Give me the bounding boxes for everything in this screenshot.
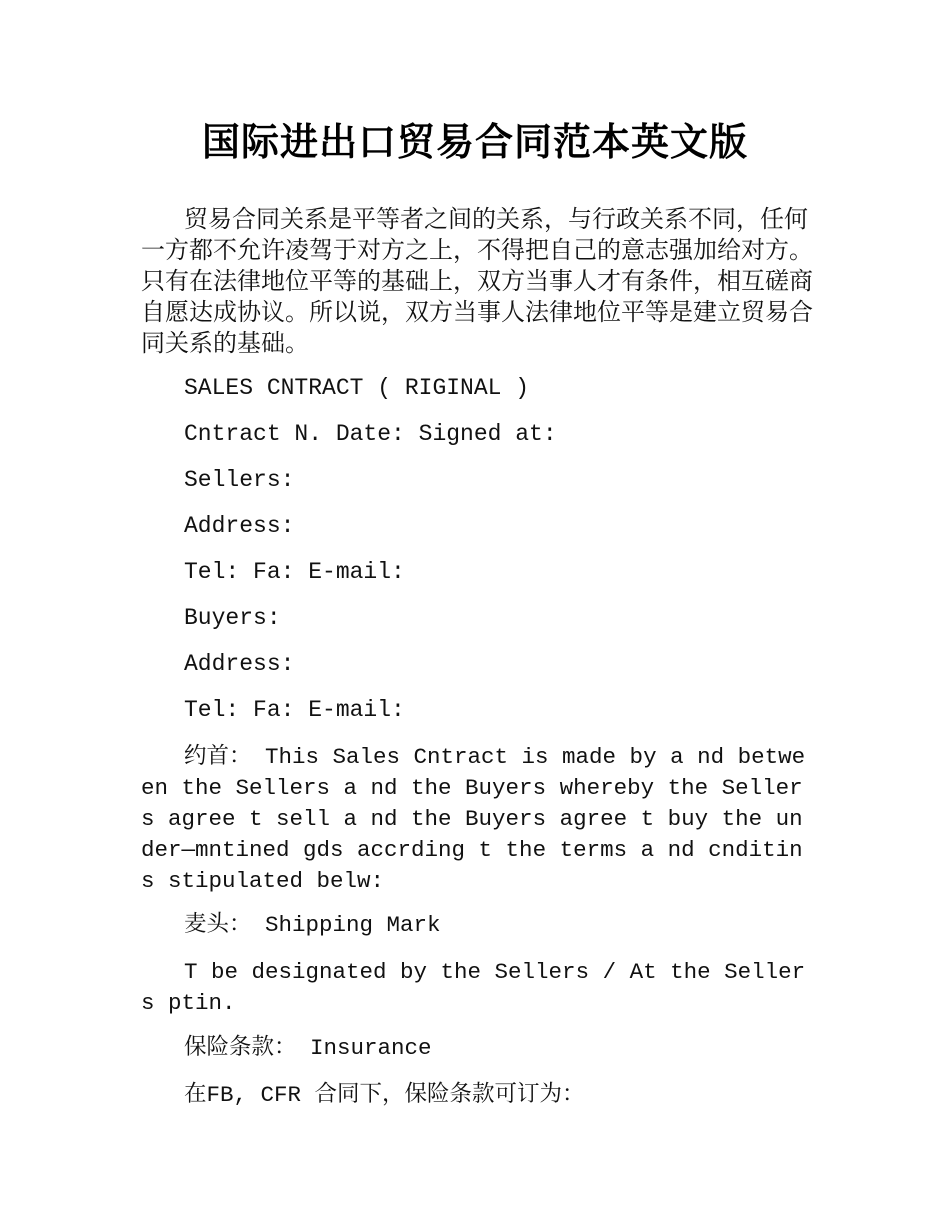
sellers-contact-line: Tel: Fa: E-mail: — [184, 559, 405, 585]
contract-number-line: Cntract N. Date: Signed at: — [184, 421, 557, 447]
insurance-heading: 保险条款： Insurance — [184, 1035, 432, 1061]
document-title: 国际进出口贸易合同范本英文版 — [201, 120, 748, 164]
buyers-address-label: Address: — [184, 651, 295, 677]
intro-paragraph: 贸易合同关系是平等者之间的关系，与行政关系不同，任何一方都不允许凌驾于对方之上，不得把自己的意志强加给对方。只有在法律地位平等的基础上，双方当事人才有条件，相互磋商自愿达成协议。所以说，双方当事人法律地位平等是建立贸易合同关系的基础。 — [141, 205, 813, 357]
sellers-label: Sellers: — [184, 467, 295, 493]
sellers-address-label: Address: — [184, 513, 295, 539]
shipping-mark-detail: T be designated by the Sellers / At the Sellers ptin. — [141, 959, 806, 1016]
buyers-contact-line: Tel: Fa: E-mail: — [184, 697, 405, 723]
preamble-paragraph: 约首： This Sales Cntract is made by a nd between the Sellers a nd the Buyers whereby the Sellers agree t sell a nd the Buyers agree t buy the under—mntined gds accrding t the terms a nd cnditins stipulated belw: — [141, 744, 806, 894]
buyers-label: Buyers: — [184, 605, 281, 631]
shipping-mark-heading: 麦头： Shipping Mark — [184, 912, 441, 938]
insurance-detail: 在FB, CFR 合同下，保险条款可订为： — [184, 1082, 585, 1108]
contract-heading: SALES CNTRACT ( RIGINAL ) — [184, 375, 530, 401]
